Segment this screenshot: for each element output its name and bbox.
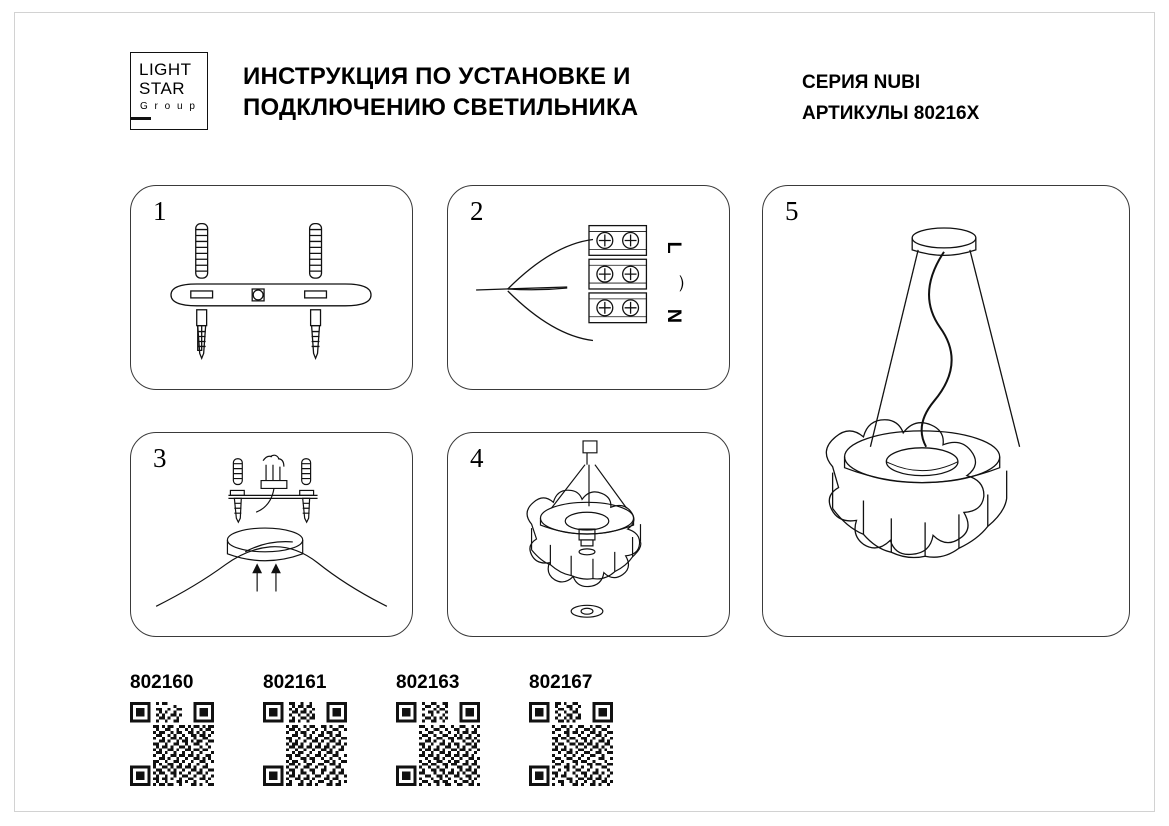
qr-code-icon	[529, 702, 613, 786]
code-item	[263, 672, 413, 786]
code-item	[396, 672, 546, 786]
logo-line-1: LIGHT	[139, 60, 192, 79]
wiring-label-neutral: N	[663, 308, 686, 324]
code-label: 802167	[529, 672, 593, 693]
step-panel-2	[447, 185, 730, 390]
code-label: 802161	[263, 672, 327, 693]
step-3-illustration	[131, 433, 412, 636]
page-title-line-2: ПОДКЛЮЧЕНИЮ СВЕТИЛЬНИКА	[243, 94, 639, 121]
wiring-label-live: L	[663, 241, 686, 254]
qr-code-icon	[130, 702, 214, 786]
step-5-illustration	[763, 186, 1129, 636]
qr-code-icon	[396, 702, 480, 786]
article-label: АРТИКУЛЫ 80216X	[802, 103, 980, 124]
logo-line-2: STAR	[139, 79, 186, 98]
code-label: 802160	[130, 672, 194, 693]
step-4-illustration	[448, 433, 729, 636]
step-number-1: 1	[153, 196, 167, 226]
series-label: СЕРИЯ NUBI	[802, 72, 921, 93]
wiring-label-earth: ⏜	[664, 275, 684, 292]
step-1-illustration	[131, 186, 412, 389]
qr-code-icon	[263, 702, 347, 786]
step-panel-3	[130, 432, 413, 637]
product-codes	[130, 672, 750, 792]
document-header	[130, 52, 1130, 138]
code-item	[130, 672, 280, 786]
brand-logo	[130, 52, 208, 130]
step-2-illustration	[448, 186, 729, 389]
code-item	[529, 672, 679, 786]
step-panel-1	[130, 185, 413, 390]
step-number-3: 3	[153, 443, 167, 473]
page-title-line-1: ИНСТРУКЦИЯ ПО УСТАНОВКЕ И	[243, 63, 631, 90]
step-panel-5	[762, 185, 1130, 637]
step-panel-4	[447, 432, 730, 637]
step-number-5: 5	[785, 196, 799, 226]
step-number-2: 2	[470, 196, 484, 226]
logo-bar	[131, 117, 151, 120]
step-number-4: 4	[470, 443, 484, 473]
logo-line-3: G r o u p	[140, 101, 197, 112]
code-label: 802163	[396, 672, 460, 693]
page-title	[243, 61, 763, 123]
